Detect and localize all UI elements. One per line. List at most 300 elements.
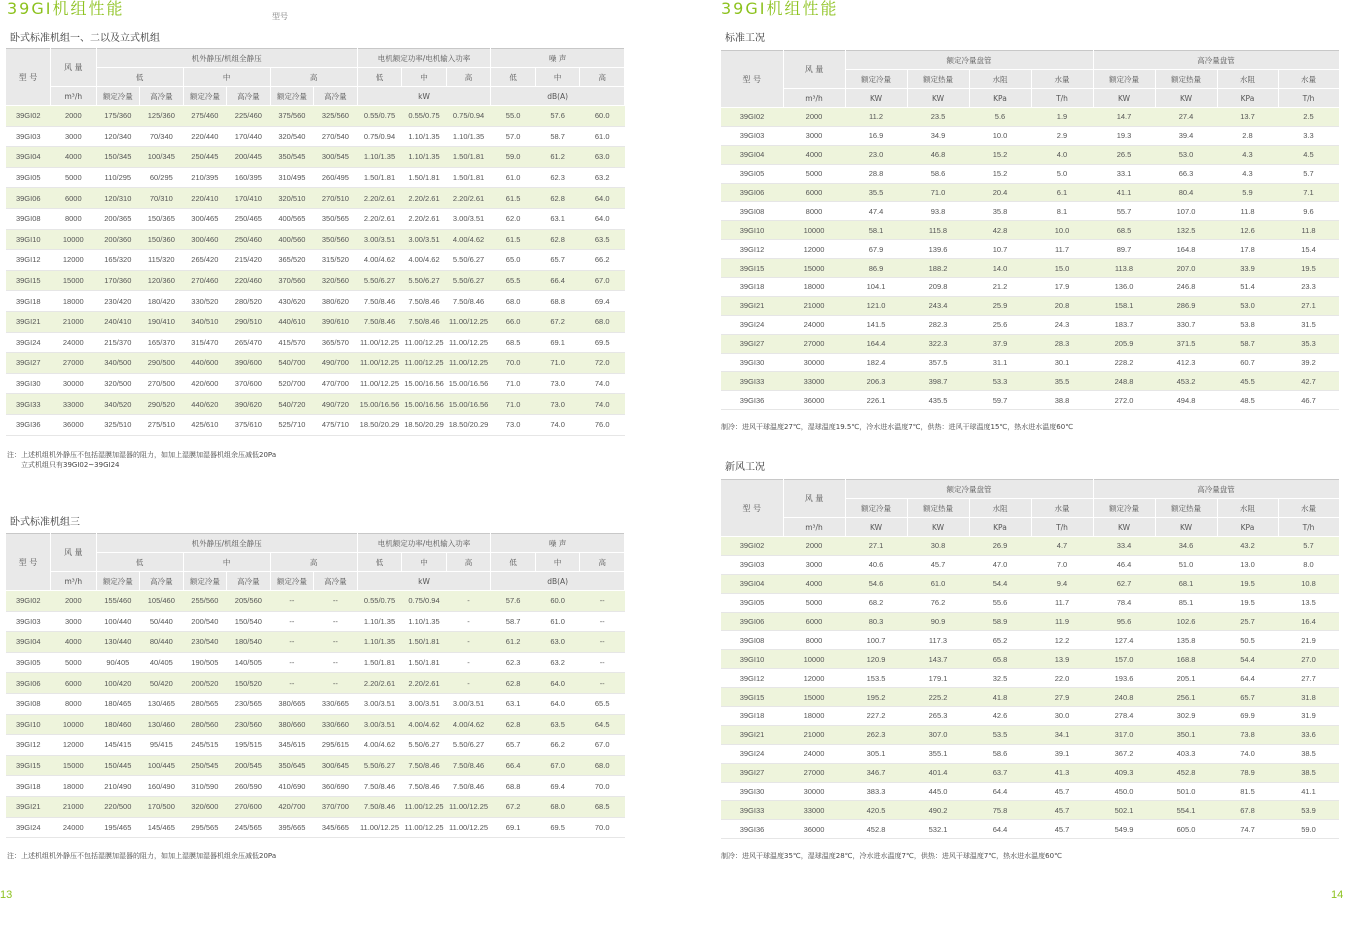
value-cell: 11.00/12.25 bbox=[446, 353, 491, 374]
value-cell: 3.00/3.51 bbox=[402, 693, 447, 714]
model-cell: 39GI08 bbox=[721, 631, 783, 650]
value-cell: 0.75/0.94 bbox=[357, 126, 402, 147]
model-cell: 39GI06 bbox=[721, 612, 783, 631]
unit-kw: kW bbox=[357, 87, 491, 106]
unit-kpa: KPa bbox=[969, 89, 1031, 108]
value-cell: 65.7 bbox=[1217, 688, 1278, 707]
model-cell: 39GI30 bbox=[6, 373, 51, 394]
value-cell: 370/560 bbox=[270, 270, 314, 291]
value-cell: 58.7 bbox=[1217, 334, 1278, 353]
value-cell: 5.50/6.27 bbox=[402, 270, 447, 291]
value-cell: 230/560 bbox=[227, 714, 271, 735]
value-cell: 21.9 bbox=[1278, 631, 1339, 650]
value-cell: 61.0 bbox=[907, 574, 969, 593]
value-cell: 225/460 bbox=[227, 106, 271, 127]
value-cell: 452.8 bbox=[1155, 763, 1217, 782]
subheader-heat: 额定热量 bbox=[907, 499, 969, 518]
value-cell: 80.4 bbox=[1155, 183, 1217, 202]
model-cell: 39GI24 bbox=[721, 744, 783, 763]
value-cell: 10.0 bbox=[1031, 221, 1093, 240]
value-cell: 17.9 bbox=[1031, 278, 1093, 297]
value-cell: -- bbox=[314, 611, 358, 632]
value-cell: 45.7 bbox=[907, 555, 969, 574]
value-cell: 74.0 bbox=[535, 414, 580, 435]
value-cell: 350.1 bbox=[1155, 725, 1217, 744]
value-cell: 100/445 bbox=[140, 755, 184, 776]
value-cell: 21000 bbox=[783, 296, 845, 315]
value-cell: 18000 bbox=[51, 291, 97, 312]
value-cell: 262.3 bbox=[845, 725, 907, 744]
model-cell: 39GI18 bbox=[6, 776, 51, 797]
value-cell: 15.0 bbox=[1031, 259, 1093, 278]
value-cell: 245/565 bbox=[227, 817, 271, 838]
value-cell: -- bbox=[580, 673, 625, 694]
model-cell: 39GI33 bbox=[721, 372, 783, 391]
value-cell: 105/460 bbox=[140, 591, 184, 612]
table-row bbox=[6, 632, 625, 653]
unit-kw: KW bbox=[1093, 518, 1155, 537]
model-cell: 39GI30 bbox=[721, 782, 783, 801]
value-cell: 5.9 bbox=[1217, 183, 1278, 202]
subheader-water: 水量 bbox=[1031, 499, 1093, 518]
value-cell: 40.6 bbox=[845, 555, 907, 574]
value-cell: 140/505 bbox=[227, 652, 271, 673]
value-cell: 180/420 bbox=[140, 291, 184, 312]
model-cell: 39GI08 bbox=[6, 693, 51, 714]
table-row bbox=[721, 164, 1339, 183]
header-model: 型 号 bbox=[721, 51, 783, 108]
value-cell: 50/440 bbox=[140, 611, 184, 632]
header-motor-power: 电机额定功率/电机输入功率 bbox=[357, 49, 491, 68]
value-cell: 280/520 bbox=[227, 291, 271, 312]
table3-heading: 标准工况 bbox=[725, 33, 765, 44]
unit-airflow: m³/h bbox=[783, 89, 845, 108]
value-cell: 164.8 bbox=[1155, 240, 1217, 259]
value-cell: 315/470 bbox=[183, 332, 227, 353]
header-static-pressure: 机外静压/机组全静压 bbox=[96, 534, 357, 553]
value-cell: 325/510 bbox=[96, 414, 140, 435]
value-cell: 150/365 bbox=[140, 208, 184, 229]
value-cell: 65.7 bbox=[535, 250, 580, 271]
value-cell: 1.50/1.81 bbox=[402, 632, 447, 653]
value-cell: 2.20/2.61 bbox=[357, 188, 402, 209]
value-cell: 73.0 bbox=[491, 414, 536, 435]
header-airflow: 风 量 bbox=[51, 49, 97, 87]
model-cell: 39GI15 bbox=[6, 270, 51, 291]
table-row bbox=[721, 259, 1339, 278]
value-cell: -- bbox=[270, 611, 314, 632]
value-cell: 200/540 bbox=[183, 611, 227, 632]
header-power-low: 低 bbox=[357, 553, 402, 572]
value-cell: 113.8 bbox=[1093, 259, 1155, 278]
value-cell: 64.4 bbox=[969, 782, 1031, 801]
value-cell: 28.3 bbox=[1031, 334, 1093, 353]
value-cell: 280/565 bbox=[183, 693, 227, 714]
value-cell: 30000 bbox=[51, 373, 97, 394]
value-cell: 13.0 bbox=[1217, 555, 1278, 574]
table1-standard-units bbox=[6, 48, 625, 436]
value-cell: 69.1 bbox=[535, 332, 580, 353]
value-cell: 340/520 bbox=[96, 394, 140, 415]
value-cell: 104.1 bbox=[845, 278, 907, 297]
value-cell: 230/540 bbox=[183, 632, 227, 653]
value-cell: 58.6 bbox=[907, 164, 969, 183]
value-cell: 70/310 bbox=[140, 188, 184, 209]
model-cell: 39GI24 bbox=[6, 817, 51, 838]
value-cell: 435.5 bbox=[907, 391, 969, 410]
subheader-highcool: 高冷量 bbox=[227, 572, 271, 591]
value-cell: 78.4 bbox=[1093, 593, 1155, 612]
value-cell: 370/600 bbox=[227, 373, 271, 394]
value-cell: 80.3 bbox=[845, 612, 907, 631]
value-cell: 350/545 bbox=[270, 147, 314, 168]
value-cell: 2000 bbox=[51, 591, 97, 612]
value-cell: 205.1 bbox=[1155, 669, 1217, 688]
value-cell: 69.4 bbox=[535, 776, 580, 797]
value-cell: 11.00/12.25 bbox=[446, 311, 491, 332]
value-cell: 170/360 bbox=[96, 270, 140, 291]
value-cell: 34.6 bbox=[1155, 537, 1217, 556]
value-cell: 11.00/12.25 bbox=[357, 353, 402, 374]
value-cell: 54.4 bbox=[969, 574, 1031, 593]
value-cell: 34.9 bbox=[907, 126, 969, 145]
value-cell: 440/600 bbox=[183, 353, 227, 374]
value-cell: 5000 bbox=[51, 167, 97, 188]
value-cell: 300/545 bbox=[314, 147, 358, 168]
model-cell: 39GI10 bbox=[6, 714, 51, 735]
value-cell: 12.2 bbox=[1031, 631, 1093, 650]
model-cell: 39GI02 bbox=[6, 591, 51, 612]
value-cell: 4000 bbox=[51, 147, 97, 168]
header-high-coil: 高冷量盘管 bbox=[1093, 51, 1339, 70]
value-cell: 158.1 bbox=[1093, 296, 1155, 315]
value-cell: 7.50/8.46 bbox=[357, 776, 402, 797]
table-row bbox=[6, 611, 625, 632]
value-cell: 30000 bbox=[783, 353, 845, 372]
unit-kw: KW bbox=[907, 518, 969, 537]
value-cell: 7.50/8.46 bbox=[402, 755, 447, 776]
unit-th: T/h bbox=[1278, 89, 1339, 108]
subheader-cool: 额定冷量 bbox=[183, 87, 227, 106]
model-cell: 39GI33 bbox=[6, 394, 51, 415]
value-cell: 68.8 bbox=[535, 291, 580, 312]
unit-kw: KW bbox=[1093, 89, 1155, 108]
value-cell: 139.6 bbox=[907, 240, 969, 259]
value-cell: 30.0 bbox=[1031, 707, 1093, 726]
value-cell: 19.3 bbox=[1093, 126, 1155, 145]
value-cell: 71.0 bbox=[907, 183, 969, 202]
value-cell: 4.0 bbox=[1031, 145, 1093, 164]
value-cell: 10000 bbox=[783, 221, 845, 240]
value-cell: 15.00/16.56 bbox=[446, 394, 491, 415]
value-cell: 15.00/16.56 bbox=[402, 394, 447, 415]
subheader-water: 水量 bbox=[1278, 70, 1339, 89]
model-cell: 39GI18 bbox=[6, 291, 51, 312]
value-cell: 170/500 bbox=[140, 796, 184, 817]
value-cell: 46.4 bbox=[1093, 555, 1155, 574]
value-cell: 37.9 bbox=[969, 334, 1031, 353]
value-cell: 282.3 bbox=[907, 315, 969, 334]
value-cell: 150/445 bbox=[96, 755, 140, 776]
value-cell: 390/610 bbox=[314, 311, 358, 332]
value-cell: 452.8 bbox=[845, 820, 907, 839]
value-cell: 65.8 bbox=[969, 650, 1031, 669]
value-cell: 340/500 bbox=[96, 353, 140, 374]
value-cell: 31.8 bbox=[1278, 688, 1339, 707]
value-cell: 17.8 bbox=[1217, 240, 1278, 259]
value-cell: 210/490 bbox=[96, 776, 140, 797]
value-cell: 33.9 bbox=[1217, 259, 1278, 278]
value-cell: 7.1 bbox=[1278, 183, 1339, 202]
value-cell: 38.8 bbox=[1031, 391, 1093, 410]
value-cell: 2.20/2.61 bbox=[402, 673, 447, 694]
value-cell: 380/660 bbox=[270, 714, 314, 735]
value-cell: 220/440 bbox=[183, 126, 227, 147]
value-cell: 36000 bbox=[51, 414, 97, 435]
table-row bbox=[721, 315, 1339, 334]
value-cell: 315/520 bbox=[314, 250, 358, 271]
value-cell: 53.8 bbox=[1217, 315, 1278, 334]
header-rated-coil: 额定冷量盘管 bbox=[845, 51, 1093, 70]
value-cell: 61.5 bbox=[491, 188, 536, 209]
value-cell: 66.3 bbox=[1155, 164, 1217, 183]
value-cell: 330.7 bbox=[1155, 315, 1217, 334]
value-cell: 67.0 bbox=[580, 735, 625, 756]
value-cell: 47.0 bbox=[969, 555, 1031, 574]
value-cell: 4.00/4.62 bbox=[357, 735, 402, 756]
value-cell: 16.4 bbox=[1278, 612, 1339, 631]
table-row bbox=[6, 147, 625, 168]
value-cell: 365/570 bbox=[314, 332, 358, 353]
table-row bbox=[721, 391, 1339, 410]
value-cell: 68.8 bbox=[491, 776, 536, 797]
header-rated-coil: 额定冷量盘管 bbox=[845, 480, 1093, 499]
model-cell: 39GI04 bbox=[721, 574, 783, 593]
header-power-low: 低 bbox=[357, 68, 402, 87]
value-cell: 3.3 bbox=[1278, 126, 1339, 145]
value-cell: 150/520 bbox=[227, 673, 271, 694]
value-cell: 11.00/12.25 bbox=[446, 817, 491, 838]
value-cell: 3.00/3.51 bbox=[357, 714, 402, 735]
value-cell: 55.0 bbox=[491, 106, 536, 127]
value-cell: 4.3 bbox=[1217, 164, 1278, 183]
value-cell: 15.00/16.56 bbox=[357, 394, 402, 415]
value-cell: 200/545 bbox=[227, 755, 271, 776]
subheader-heat: 额定热量 bbox=[907, 70, 969, 89]
value-cell: 68.1 bbox=[1155, 574, 1217, 593]
value-cell: 18.50/20.29 bbox=[446, 414, 491, 435]
table-row bbox=[6, 755, 625, 776]
value-cell: 73.8 bbox=[1217, 725, 1278, 744]
value-cell: 68.5 bbox=[1093, 221, 1155, 240]
value-cell: 205/560 bbox=[227, 591, 271, 612]
value-cell: 68.2 bbox=[845, 593, 907, 612]
value-cell: 2000 bbox=[783, 108, 845, 127]
value-cell: 43.2 bbox=[1217, 537, 1278, 556]
table-row bbox=[6, 188, 625, 209]
table-row bbox=[6, 332, 625, 353]
value-cell: 0.75/0.94 bbox=[402, 591, 447, 612]
table2-heading: 卧式标准机组三 bbox=[10, 517, 80, 528]
value-cell: 540/700 bbox=[270, 353, 314, 374]
value-cell: 15.4 bbox=[1278, 240, 1339, 259]
value-cell: 20.8 bbox=[1031, 296, 1093, 315]
value-cell: 62.3 bbox=[491, 652, 536, 673]
value-cell: 18000 bbox=[783, 707, 845, 726]
value-cell: 490/720 bbox=[314, 394, 358, 415]
value-cell: 375/610 bbox=[227, 414, 271, 435]
value-cell: 179.1 bbox=[907, 669, 969, 688]
value-cell: 117.3 bbox=[907, 631, 969, 650]
value-cell: 60.7 bbox=[1217, 353, 1278, 372]
model-mini-label: 型号 bbox=[272, 12, 288, 21]
table-row bbox=[721, 537, 1339, 556]
value-cell: 490.2 bbox=[907, 801, 969, 820]
value-cell: 260/590 bbox=[227, 776, 271, 797]
value-cell: 18.50/20.29 bbox=[402, 414, 447, 435]
value-cell: 1.50/1.81 bbox=[402, 652, 447, 673]
value-cell: 30000 bbox=[783, 782, 845, 801]
value-cell: 30.1 bbox=[1031, 353, 1093, 372]
model-cell: 39GI10 bbox=[721, 221, 783, 240]
table-row bbox=[721, 725, 1339, 744]
value-cell: 68.0 bbox=[491, 291, 536, 312]
value-cell: 12000 bbox=[51, 735, 97, 756]
value-cell: 81.5 bbox=[1217, 782, 1278, 801]
model-cell: 39GI12 bbox=[6, 735, 51, 756]
value-cell: -- bbox=[314, 652, 358, 673]
value-cell: 78.9 bbox=[1217, 763, 1278, 782]
value-cell: 380/665 bbox=[270, 693, 314, 714]
model-cell: 39GI12 bbox=[721, 240, 783, 259]
value-cell: 190/410 bbox=[140, 311, 184, 332]
value-cell: 7.50/8.46 bbox=[402, 311, 447, 332]
subheader-cool: 额定冷量 bbox=[270, 87, 314, 106]
value-cell: 490/700 bbox=[314, 353, 358, 374]
value-cell: 31.5 bbox=[1278, 315, 1339, 334]
value-cell: 145/465 bbox=[140, 817, 184, 838]
value-cell: 7.50/8.46 bbox=[402, 291, 447, 312]
header-motor-power: 电机额定功率/电机输入功率 bbox=[357, 534, 491, 553]
value-cell: -- bbox=[314, 673, 358, 694]
value-cell: 62.7 bbox=[1093, 574, 1155, 593]
value-cell: 3.00/3.51 bbox=[357, 693, 402, 714]
unit-kw: KW bbox=[845, 518, 907, 537]
value-cell: 110/295 bbox=[96, 167, 140, 188]
unit-airflow: m³/h bbox=[783, 518, 845, 537]
table-row bbox=[721, 221, 1339, 240]
value-cell: 27000 bbox=[51, 353, 97, 374]
header-high-coil: 高冷量盘管 bbox=[1093, 480, 1339, 499]
value-cell: 2.20/2.61 bbox=[357, 208, 402, 229]
subheader-highcool: 高冷量 bbox=[140, 87, 184, 106]
value-cell: 42.8 bbox=[969, 221, 1031, 240]
value-cell: 53.5 bbox=[969, 725, 1031, 744]
value-cell: 40/405 bbox=[140, 652, 184, 673]
value-cell: 300/460 bbox=[183, 229, 227, 250]
value-cell: 19.5 bbox=[1278, 259, 1339, 278]
value-cell: - bbox=[446, 673, 491, 694]
value-cell: 502.1 bbox=[1093, 801, 1155, 820]
value-cell: 260/495 bbox=[314, 167, 358, 188]
value-cell: 67.0 bbox=[580, 270, 625, 291]
value-cell: 2.20/2.61 bbox=[402, 188, 447, 209]
value-cell: 4000 bbox=[783, 574, 845, 593]
value-cell: 200/445 bbox=[227, 147, 271, 168]
value-cell: 60.0 bbox=[535, 591, 580, 612]
value-cell: 409.3 bbox=[1093, 763, 1155, 782]
value-cell: 10.7 bbox=[969, 240, 1031, 259]
value-cell: 45.7 bbox=[1031, 801, 1093, 820]
model-cell: 39GI08 bbox=[6, 208, 51, 229]
value-cell: 46.8 bbox=[907, 145, 969, 164]
value-cell: 5000 bbox=[783, 593, 845, 612]
table1-note-vertical: 立式机组只有39GI02~39GI24 bbox=[21, 461, 120, 469]
subheader-water: 水量 bbox=[1031, 70, 1093, 89]
value-cell: 10000 bbox=[51, 714, 97, 735]
header-model: 型 号 bbox=[6, 49, 51, 106]
value-cell: 143.7 bbox=[907, 650, 969, 669]
model-cell: 39GI05 bbox=[721, 164, 783, 183]
table-row bbox=[721, 183, 1339, 202]
value-cell: 275/460 bbox=[183, 106, 227, 127]
value-cell: 5.6 bbox=[969, 108, 1031, 127]
value-cell: 24000 bbox=[51, 332, 97, 353]
value-cell: 58.9 bbox=[969, 612, 1031, 631]
unit-db: dB(A) bbox=[491, 572, 625, 591]
value-cell: 295/565 bbox=[183, 817, 227, 838]
subheader-cool: 额定冷量 bbox=[845, 70, 907, 89]
value-cell: 69.5 bbox=[535, 817, 580, 838]
value-cell: 180/540 bbox=[227, 632, 271, 653]
value-cell: 26.9 bbox=[969, 537, 1031, 556]
value-cell: -- bbox=[270, 632, 314, 653]
table-row bbox=[6, 414, 625, 435]
value-cell: 71.0 bbox=[491, 373, 536, 394]
value-cell: 3.00/3.51 bbox=[446, 693, 491, 714]
value-cell: 440/610 bbox=[270, 311, 314, 332]
table-row bbox=[721, 782, 1339, 801]
table-row bbox=[721, 108, 1339, 127]
table-row bbox=[721, 650, 1339, 669]
value-cell: 270/500 bbox=[140, 373, 184, 394]
value-cell: 290/500 bbox=[140, 353, 184, 374]
value-cell: 280/560 bbox=[183, 714, 227, 735]
value-cell: 453.2 bbox=[1155, 372, 1217, 391]
value-cell: 270/600 bbox=[227, 796, 271, 817]
value-cell: 130/440 bbox=[96, 632, 140, 653]
table-row bbox=[721, 669, 1339, 688]
table-row bbox=[721, 631, 1339, 650]
model-cell: 39GI36 bbox=[6, 414, 51, 435]
value-cell: 165/320 bbox=[96, 250, 140, 271]
model-cell: 39GI30 bbox=[721, 353, 783, 372]
table-row bbox=[6, 673, 625, 694]
value-cell: 58.7 bbox=[491, 611, 536, 632]
value-cell: 1.10/1.35 bbox=[402, 126, 447, 147]
value-cell: 215/370 bbox=[96, 332, 140, 353]
value-cell: 415/570 bbox=[270, 332, 314, 353]
value-cell: 120/340 bbox=[96, 126, 140, 147]
model-cell: 39GI15 bbox=[721, 259, 783, 278]
value-cell: 200/365 bbox=[96, 208, 140, 229]
value-cell: 65.0 bbox=[491, 250, 536, 271]
value-cell: 11.8 bbox=[1217, 202, 1278, 221]
value-cell: 50/420 bbox=[140, 673, 184, 694]
value-cell: 10000 bbox=[783, 650, 845, 669]
value-cell: 371.5 bbox=[1155, 334, 1217, 353]
subheader-water: 水量 bbox=[1278, 499, 1339, 518]
